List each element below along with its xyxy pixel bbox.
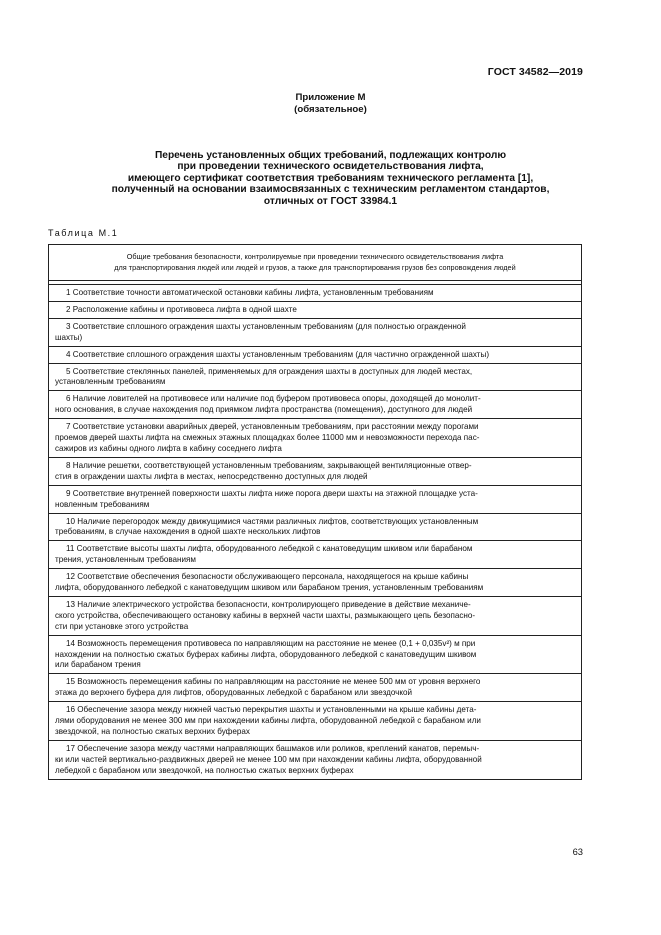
table-row <box>49 391 581 419</box>
row-text-line: 8 Наличие решетки, соответствующей установленным требованиям, закрывающей вентиляционные отвер- <box>66 460 472 470</box>
row-text-line: 2 Расположение кабины и противовеса лифта в одной шахте <box>66 304 297 314</box>
appendix-label: Приложение М <box>295 92 366 103</box>
table-row <box>49 741 581 779</box>
table-header-line: Общие требования безопасности, контролируемые при проведении технического освидетельствования лифта <box>126 252 504 261</box>
row-text-line: звездочкой, на полностью сжатых верхних буферах <box>55 727 250 736</box>
table-row <box>49 636 581 675</box>
table-row <box>49 541 581 569</box>
row-text-line: 16 Обеспечение зазора между нижней частью перекрытия шахты и установленными на крыше кабины дета- <box>66 705 477 715</box>
table-caption: Таблица М.1 <box>48 228 119 238</box>
row-text-line: 1 Соответствие точности автоматической остановки кабины лифта, установленным требованиям <box>66 288 434 297</box>
table-row <box>49 569 581 597</box>
page-number: 63 <box>572 846 583 857</box>
row-text-line: требованиям, в случае нахождения в одной шахте нескольких лифтов <box>55 527 321 537</box>
table-row <box>49 302 581 319</box>
row-text-line: шахты) <box>55 332 83 342</box>
table-row <box>49 458 581 486</box>
row-text-line: 6 Наличие ловителей на противовесе или наличие под буфером противовеса опоры, доходящей до монолит- <box>66 394 481 404</box>
row-text-line: этажа до верхнего буфера для лифтов, оборудованных лебедкой с барабаном или звездочкой <box>55 688 413 698</box>
row-text-line: ки или частей вертикально-раздвижных дверей не менее 100 мм при нахождении кабины лифта, оборудованной <box>55 754 482 764</box>
table-row <box>49 364 581 392</box>
row-text-line: 15 Возможность перемещения кабины по направляющим на расстояние не менее 500 мм от уровня верхнего <box>66 677 481 687</box>
row-text-line: установленным требованиям <box>55 377 166 387</box>
table-row <box>49 674 581 702</box>
row-text-line: новленным требованиям <box>55 499 150 509</box>
title-line: имеющего сертификат соответствия требованиям технического регламента [1], <box>127 172 534 184</box>
row-text-line: 17 Обеспечение зазора между частями направляющих башмаков или роликов, креплений канатов, перемыч- <box>66 743 480 753</box>
table-row <box>49 702 581 741</box>
title-line: при проведении технического освидетельствования лифта, <box>177 161 484 173</box>
row-text-line: 10 Наличие перегородок между движущимися частями различных лифтов, соответствующих установленным <box>66 516 479 526</box>
title-line: Перечень установленных общих требований, подлежащих контролю <box>154 150 507 161</box>
row-text-line: 12 Соответствие обеспечения безопасности обслуживающего персонала, находящегося на крыше кабины <box>66 572 469 582</box>
appendix-type: (обязательное) <box>294 103 367 115</box>
row-text-line: лебедкой с барабаном или звездочкой, на полностью сжатых верхних буферах <box>55 765 354 775</box>
row-text-line: 13 Наличие электрического устройства безопасности, контролирующего приведение в действие механиче- <box>66 599 471 609</box>
row-text-line: или барабаном трения <box>55 660 141 670</box>
document-title <box>0 150 661 207</box>
requirements-table <box>48 244 582 780</box>
appendix-heading <box>0 92 661 115</box>
table-header-line: для транспортирования людей или людей и грузов, а также для транспортирования грузов без сопровождения людей <box>114 263 516 272</box>
row-text-line: нахождении на полностью сжатых буферах кабины лифта, оборудованного лебедкой с канатоведущим шкивом <box>55 649 477 659</box>
row-text-line: стия в ограждении шахты лифта в местах, непосредственно доступных для людей <box>55 471 368 481</box>
table-row <box>49 419 581 458</box>
row-text-line: 5 Соответствие стеклянных панелей, применяемых для ограждения шахты в доступных для людей местах, <box>66 366 473 376</box>
row-text-line: 11 Соответствие высоты шахты лифта, оборудованного лебедкой с канатоведущим шкивом или барабаном <box>66 544 473 554</box>
row-text-line: проемов дверей шахты лифта на смежных этажных площадках более 11000 мм и невозможности перехода пас- <box>55 433 480 443</box>
row-text-line: сажиров из кабины одного лифта в кабину соседнего лифта <box>55 443 282 453</box>
row-text-line: 7 Соответствие установки аварийных дверей, установленным требованиям, при расстоянии между порогами <box>66 422 479 432</box>
table-row <box>49 319 581 347</box>
row-text-line: 3 Соответствие сплошного ограждения шахты установленным требованиям (для полностью огражденной <box>66 321 466 331</box>
table-row <box>49 285 581 302</box>
table-row <box>49 486 581 514</box>
row-text-line: сти при установке этого устройства <box>55 621 189 631</box>
row-text-line: 4 Соответствие сплошного ограждения шахты установленным требованиям (для частично огражденной шахты) <box>66 349 490 359</box>
title-line: отличных от ГОСТ 33984.1 <box>263 195 398 207</box>
standard-number: ГОСТ 34582—2019 <box>487 66 583 78</box>
title-line: полученный на основании взаимосвязанных с техническим регламентом стандартов, <box>111 184 550 196</box>
table-row <box>49 347 581 364</box>
row-text-line: лями оборудования не менее 300 мм при нахождении кабины лифта, оборудованной лебедкой с барабаном или <box>55 716 481 726</box>
row-text-line: трения, установленным требованиям <box>55 555 196 565</box>
table-body <box>49 285 581 779</box>
row-text-line: ного основания, в случае нахождения под приямком лифта пространства (помещения), доступного для людей <box>55 405 473 415</box>
row-text-line: 9 Соответствие внутренней поверхности шахты лифта ниже порога двери шахты на этажной площадке уста- <box>66 488 478 498</box>
row-text-line: 14 Возможность перемещения противовеса по направляющим на расстояние не менее (0,1 + 0,035v²) м при <box>66 638 476 648</box>
row-text-line: лифта, оборудованного лебедкой с канатоведущим шкивом или барабаном трения, установленным требованиям <box>55 583 484 593</box>
table-row <box>49 514 581 542</box>
row-text-line: ского устройства, обеспечивающего остановку кабины в верхней части шахты, размыкающего цепь безопасно- <box>55 610 476 620</box>
table-row <box>49 597 581 636</box>
table-header <box>49 245 581 281</box>
